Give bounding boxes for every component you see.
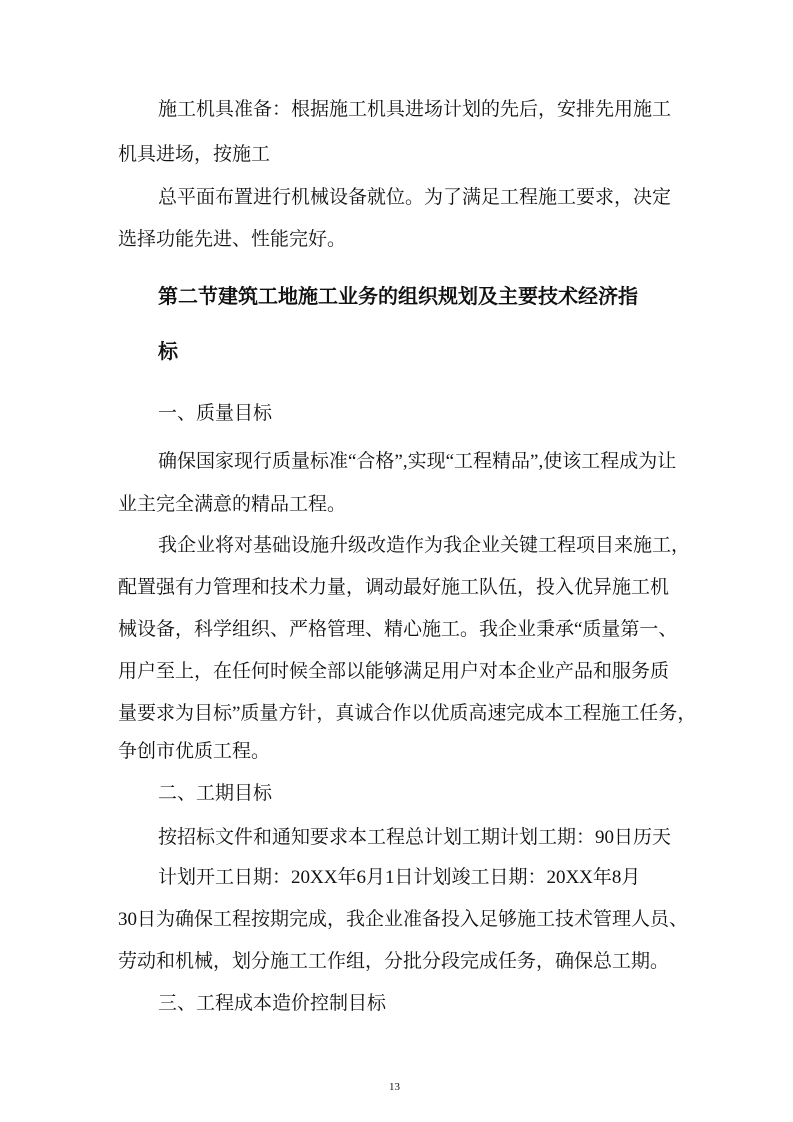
paragraph-line: 30日为确保工程按期完成，我企业准备投入足够施工技术管理人员、: [118, 909, 689, 930]
subheading: 一、质量目标: [158, 403, 273, 424]
subheading: 二、工期目标: [158, 783, 273, 804]
section-heading: 第二节建筑工地施工业务的组织规划及主要技术经济指: [158, 286, 638, 308]
paragraph-line: 劳动和机械，划分施工工作组，分批分段完成任务，确保总工期。: [118, 951, 670, 972]
paragraph-line: 计划开工日期：20XX年6月1日计划竣工日期：20XX年8月: [158, 867, 641, 888]
paragraph-line: 机具进场，按施工: [118, 144, 271, 165]
paragraph-line: 我企业将对基础设施升级改造作为我企业关键工程项目来施工，: [158, 535, 691, 556]
paragraph-line: 施工机具准备：根据施工机具进场计划的先后，安排先用施工: [158, 99, 672, 120]
subheading: 三、工程成本造价控制目标: [158, 993, 387, 1014]
paragraph-line: 业主完全满意的精品工程。: [118, 494, 347, 515]
paragraph-line: 总平面布置进行机械设备就位。为了满足工程施工要求，决定: [158, 187, 672, 208]
paragraph-line: 械设备，科学组织、严格管理、精心施工。我企业秉承“质量第一、: [118, 619, 678, 640]
paragraph-line: 配置强有力管理和技术力量，调动最好施工队伍，投入优异施工机: [118, 577, 670, 598]
paragraph-line: 争创市优质工程。: [118, 741, 271, 762]
paragraph-line: 量要求为目标”质量方针，真诚合作以优质高速完成本工程施工任务，: [118, 703, 697, 724]
paragraph-line: 确保国家现行质量标准“合格”,实现“工程精品”,使该工程成为让: [158, 451, 677, 472]
paragraph-line: 用户至上，在任何时候全部以能够满足用户对本企业产品和服务质: [118, 661, 670, 682]
paragraph-line: 选择功能先进、性能完好。: [118, 229, 347, 250]
section-heading: 标: [158, 341, 178, 363]
page-number: 13: [389, 1081, 400, 1093]
paragraph-line: 按招标文件和通知要求本工程总计划工期计划工期：90日历天: [158, 827, 672, 848]
